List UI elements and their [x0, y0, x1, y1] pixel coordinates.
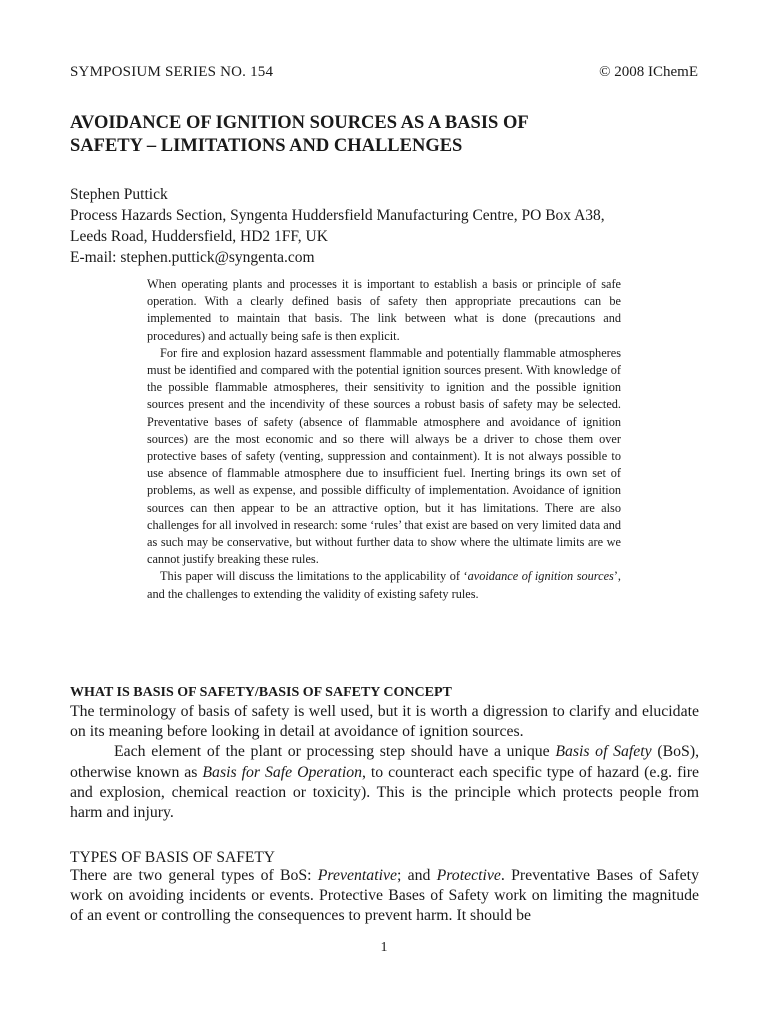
author-block	[70, 184, 710, 268]
author-affiliation-line-2: Leeds Road, Huddersfield, HD2 1FF, UK	[70, 228, 328, 245]
section-heading-types: TYPES OF BASIS OF SAFETY	[70, 849, 275, 866]
section2-paragraph-1	[70, 866, 699, 927]
series-header: SYMPOSIUM SERIES NO. 154	[70, 64, 274, 80]
section2-italic-b: Preventative	[317, 867, 397, 884]
abstract-paragraph-1: When operating plants and processes it is important to establish a basis or principle of safe operation. With a clearly defined basis of safety then appropriate precautions can be implemented to maintain that basis. The link between what is done (precautions and procedures) and actually being safe is then explicit.	[147, 277, 621, 343]
section1-p2-text-c: (BoS), otherwise known as	[70, 743, 700, 781]
section2-text-a: There are two general types of BoS:	[70, 867, 318, 884]
section-heading-basis-of-safety: WHAT IS BASIS OF SAFETY/BASIS OF SAFETY CONCEPT	[70, 685, 452, 700]
abstract-p3-end: ’, and the challenges to extending the validity of existing safety rules.	[147, 569, 621, 601]
paper-title	[70, 112, 700, 158]
section1-paragraph-1: The terminology of basis of safety is well used, but it is worth a digression to clarify and elucidate on its meaning before looking in detail at avoidance of ignition sources.	[70, 703, 699, 741]
copyright-header: © 2008 IChemE	[599, 64, 698, 80]
section1-p2-text-e: , to counteract each specific type of hazard (e.g. fire and explosion, chemical reaction or toxicity). This is the principle which protects people from harm and injury.	[70, 763, 699, 822]
section2-text-e: . Preventative Bases of Safety work on avoiding incidents or events. Protective Bases of Safety work on limiting the magnitude of an event or controlling the consequences to prevent harm. It should be	[70, 867, 699, 925]
section-body-basis-of-safety	[70, 702, 699, 823]
section1-p2-text-a: Each element of the plant or processing step should have a unique	[114, 743, 556, 761]
author-name: Stephen Puttick	[70, 186, 168, 203]
abstract	[147, 276, 621, 603]
section1-paragraph-2	[70, 742, 699, 823]
author-email: E-mail: stephen.puttick@syngenta.com	[70, 249, 315, 266]
section1-p2-italic-b: Basis of Safety	[555, 743, 652, 761]
section-body-types	[70, 866, 699, 927]
abstract-p3-italic: avoidance of ignition sources	[467, 569, 614, 584]
title-line-1: AVOIDANCE OF IGNITION SOURCES AS A BASIS OF	[70, 113, 529, 133]
author-affiliation-line-1: Process Hazards Section, Syngenta Huddersfield Manufacturing Centre, PO Box A38,	[70, 207, 605, 224]
section2-text-c: ; and	[397, 867, 437, 884]
section2-italic-d: Protective	[436, 867, 501, 884]
abstract-p3-start: This paper will discuss the limitations to the applicability of ‘	[160, 569, 468, 584]
abstract-paragraph-3	[147, 568, 621, 602]
section1-p2-italic-d: Basis for Safe Operation	[202, 763, 363, 781]
abstract-paragraph-2: For fire and explosion hazard assessment flammable and potentially flammable atmospheres must be identified and compared with the potential ignition sources present. With knowledge of the possible flammable atmospheres, their sensitivity to ignition and the possible ignition sources present and the incendivity of these sources a robust basis of safety may be selected. Preventative bases of safety (absence of flammable atmosphere and avoidance of ignition sources) are the most economic and so there will always be a driver to chose them over protective bases of safety (venting, suppression and containment). It is not always possible to use absence of flammable atmosphere due to insufficient fuel. Inerting brings its own set of problems, as well as expense, and possible difficulty of implementation. Avoidance of ignition sources can then appear to be an attractive option, but it has limitations. There are also challenges for all involved in research: some ‘rules’ that exist are based on very limited data and as such may be conservative, but without further data to show where the ultimate limits are we cannot justify breaking these rules.	[147, 345, 621, 567]
title-line-2: SAFETY – LIMITATIONS AND CHALLENGES	[70, 136, 463, 156]
page-number: 1	[380, 940, 388, 955]
